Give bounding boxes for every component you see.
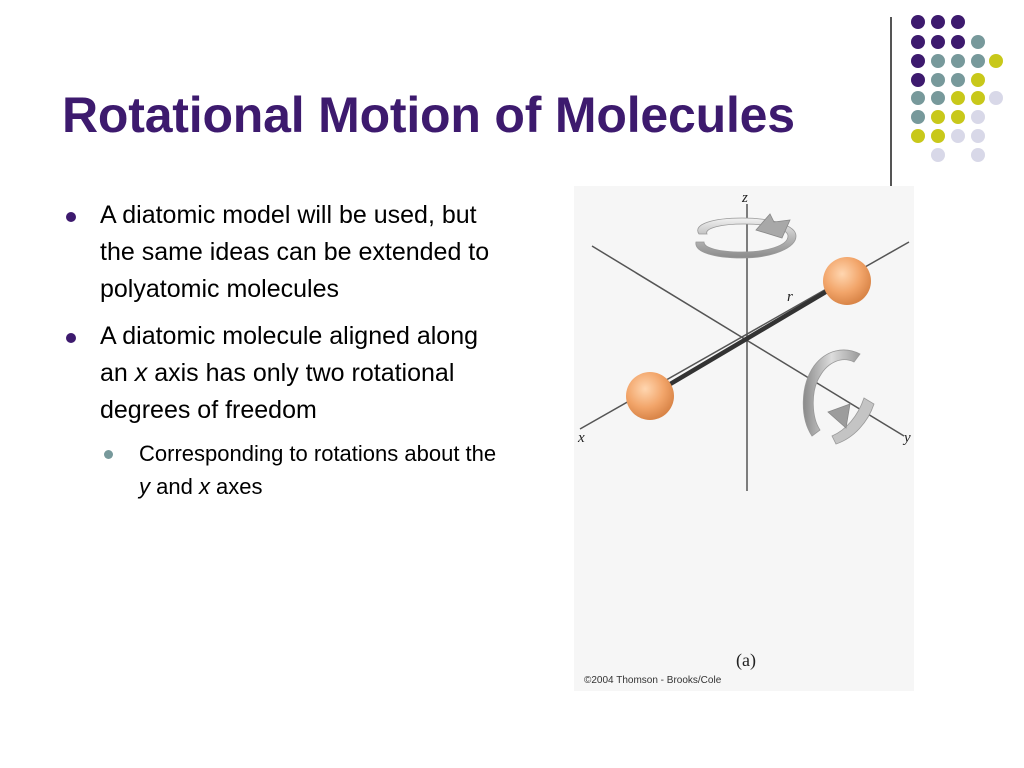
bullet-text-1: A diatomic model will be used, but the same ideas can be extended to polyatomic molecules	[100, 201, 490, 303]
rotation-arrow-z-icon	[696, 214, 796, 258]
atom-left	[626, 372, 674, 420]
decorative-dot	[911, 129, 925, 143]
figure-copyright: ©2004 Thomson - Brooks/Cole	[584, 675, 722, 686]
decorative-dot	[911, 35, 925, 49]
decorative-dot	[951, 54, 965, 68]
decorative-dot	[951, 110, 965, 124]
bond-label-r: r	[787, 289, 793, 305]
decorative-dot	[911, 54, 925, 68]
bullet-text-2-italic: x	[134, 359, 148, 387]
decorative-dot	[911, 15, 925, 29]
decorative-dot	[931, 73, 945, 87]
decorative-dot	[971, 129, 985, 143]
decorative-dot	[989, 91, 1003, 105]
sub-bullet-text-2: and	[150, 474, 199, 499]
decorative-dot	[951, 129, 965, 143]
sub-bullet-text-3: axes	[209, 474, 263, 499]
bullet-text-2a: A diatomic molecule aligned along an	[100, 322, 479, 387]
axis-label-x: x	[578, 430, 585, 446]
axis-label-y: y	[904, 430, 911, 446]
bullet-text-2b: axis has only two rotational degrees of freedom	[100, 359, 455, 424]
bullet-list	[60, 197, 510, 503]
decorative-dot-grid	[0, 0, 1024, 200]
decorative-dot	[971, 54, 985, 68]
sub-bullet-text-1: Corresponding to rotations about the	[139, 441, 497, 466]
diatomic-molecule-figure	[574, 186, 914, 691]
decorative-dot	[931, 129, 945, 143]
slide-title: Rotational Motion of Molecules	[62, 87, 795, 143]
decorative-dot	[951, 35, 965, 49]
bullet-dot	[66, 333, 76, 343]
figure-caption: (a)	[736, 650, 756, 670]
decorative-dot	[951, 73, 965, 87]
decorative-dot	[931, 54, 945, 68]
decorative-dot	[951, 91, 965, 105]
sub-bullet-italic-y: y	[139, 474, 150, 499]
decorative-dot	[931, 148, 945, 162]
decorative-dot	[971, 91, 985, 105]
decorative-dot	[971, 35, 985, 49]
decorative-dot	[971, 110, 985, 124]
decorative-dot	[931, 15, 945, 29]
decorative-dot	[971, 148, 985, 162]
decorative-dot	[911, 73, 925, 87]
bullet-item-2	[60, 318, 510, 429]
sub-bullet-item	[60, 437, 510, 503]
axis-label-z: z	[742, 190, 748, 206]
decorative-dot	[931, 110, 945, 124]
decorative-dot	[989, 54, 1003, 68]
decorative-dot	[911, 110, 925, 124]
sub-bullet-dot	[104, 450, 113, 459]
decorative-dot	[911, 91, 925, 105]
bullet-dot	[66, 212, 76, 222]
sub-bullet-italic-x: x	[198, 474, 210, 499]
bullet-item-1	[60, 197, 510, 308]
decorative-dot	[971, 73, 985, 87]
atom-right	[823, 257, 871, 305]
decorative-dot	[951, 15, 965, 29]
decorative-dot	[931, 91, 945, 105]
decorative-dot	[931, 35, 945, 49]
